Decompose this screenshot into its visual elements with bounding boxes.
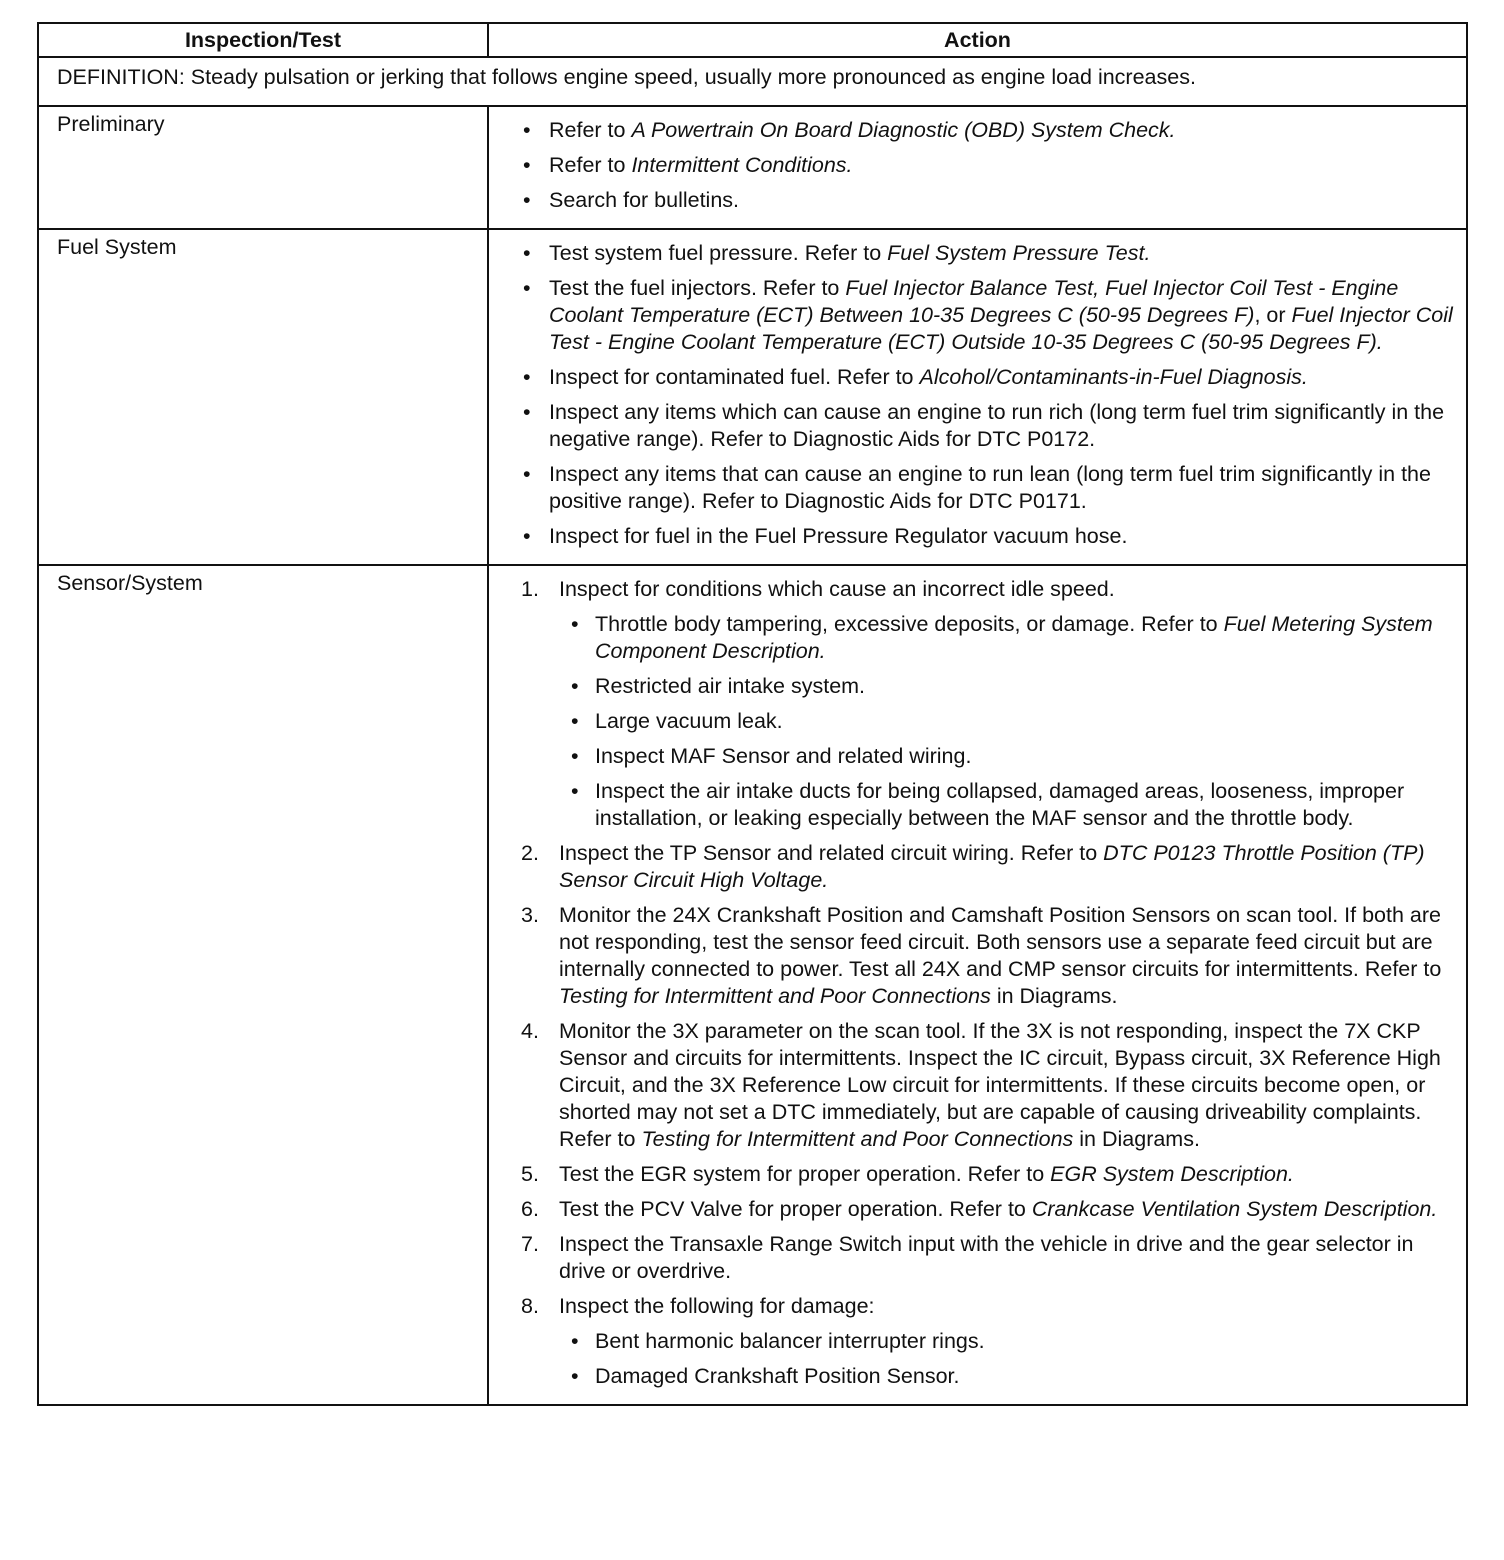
action-item xyxy=(521,523,1454,550)
text-run: in Diagrams. xyxy=(1073,1127,1200,1151)
step-number: 5. xyxy=(521,1162,539,1186)
italic-reference: Fuel Injector Balance Test, Fuel Injector Coil Test - Engine Coolant Temperature (ECT) Between 10-35 Degrees C (50-95 Degrees F) xyxy=(549,276,1399,327)
text-run: Test system fuel pressure. Refer to xyxy=(549,241,888,265)
section-row xyxy=(38,229,1467,565)
italic-reference: A Powertrain On Board Diagnostic (OBD) System Check. xyxy=(631,118,1176,142)
bullet-list xyxy=(521,117,1454,214)
text-run: Test the PCV Valve for proper operation. Refer to xyxy=(559,1197,1032,1221)
text-run: Monitor the 24X Crankshaft Position and Camshaft Position Sensors on scan tool. If both are not responding, test the sensor feed circuit. Both sensors use a separate feed circuit but are internally connected to power. Test all 24X and CMP sensor circuits for intermittents. Refer to xyxy=(559,903,1442,981)
italic-reference: Crankcase Ventilation System Description. xyxy=(1031,1197,1438,1221)
sub-item xyxy=(559,611,1454,665)
action-item xyxy=(521,152,1454,179)
numbered-step xyxy=(521,1196,1454,1223)
header-row xyxy=(38,23,1467,57)
text-run: , or xyxy=(1254,303,1292,327)
text-run: Restricted air intake system. xyxy=(595,674,866,698)
text-run: Damaged Crankshaft Position Sensor. xyxy=(595,1364,960,1388)
italic-reference: Intermittent Conditions. xyxy=(631,153,853,177)
section-label: Preliminary xyxy=(38,106,488,229)
text-run: Inspect any items which can cause an engine to run rich (long term fuel trim significantly in the negative range). Refer to Diagnostic Aids for DTC P0172. xyxy=(549,400,1445,451)
text-run: Inspect for contaminated fuel. Refer to xyxy=(549,365,920,389)
text-run: Bent harmonic balancer interrupter rings. xyxy=(595,1329,985,1353)
text-run: Inspect for fuel in the Fuel Pressure Regulator vacuum hose. xyxy=(549,524,1128,548)
numbered-step xyxy=(521,840,1454,894)
italic-reference: Alcohol/Contaminants-in-Fuel Diagnosis. xyxy=(919,365,1308,389)
text-run: Inspect any items that can cause an engine to run lean (long term fuel trim significantly in the positive range). Refer to Diagnostic Aids for DTC P0171. xyxy=(549,462,1431,513)
action-item xyxy=(521,240,1454,267)
action-item xyxy=(521,364,1454,391)
action-item xyxy=(521,399,1454,453)
section-actions xyxy=(488,565,1467,1405)
step-text xyxy=(559,1196,1454,1223)
step-text xyxy=(559,576,1454,603)
step-number: 7. xyxy=(521,1232,539,1256)
action-item xyxy=(521,117,1454,144)
step-number: 3. xyxy=(521,903,539,927)
action-item xyxy=(521,187,1454,214)
section-actions xyxy=(488,106,1467,229)
step-text xyxy=(559,840,1454,894)
step-text xyxy=(559,1161,1454,1188)
section-label: Fuel System xyxy=(38,229,488,565)
bullet-list xyxy=(521,240,1454,550)
step-number: 4. xyxy=(521,1019,539,1043)
numbered-step xyxy=(521,576,1454,832)
step-text xyxy=(559,1231,1454,1285)
text-run: Test the fuel injectors. Refer to xyxy=(549,276,846,300)
text-run: Inspect the air intake ducts for being collapsed, damaged areas, looseness, improper installation, or leaking especially between the MAF sensor and the throttle body. xyxy=(595,779,1405,830)
step-text xyxy=(559,1018,1454,1153)
text-run: Refer to xyxy=(549,153,632,177)
text-run: Monitor the 3X parameter on the scan tool. If the 3X is not responding, inspect the 7X CKP Sensor and circuits for intermittents. Inspect the IC circuit, Bypass circuit, 3X Reference High Circuit, and the 3X Reference Low circuit for intermittents. If these circuits become open, or shorted may not set a DTC immediately, but are capable of causing driveability complaints. Refer to xyxy=(559,1019,1441,1151)
section-label: Sensor/System xyxy=(38,565,488,1405)
text-run: Search for bulletins. xyxy=(549,188,740,212)
section-row xyxy=(38,106,1467,229)
text-run: Inspect the TP Sensor and related circuit wiring. Refer to xyxy=(559,841,1104,865)
numbered-step xyxy=(521,902,1454,1010)
header-action: Action xyxy=(488,23,1467,57)
sub-item xyxy=(559,1328,1454,1355)
sub-item xyxy=(559,708,1454,735)
sub-item xyxy=(559,673,1454,700)
numbered-step xyxy=(521,1018,1454,1153)
definition-row xyxy=(38,57,1467,106)
text-run: Large vacuum leak. xyxy=(595,709,783,733)
italic-reference: EGR System Description. xyxy=(1050,1162,1294,1186)
diagnostic-table xyxy=(37,22,1468,1406)
numbered-step xyxy=(521,1231,1454,1285)
step-text xyxy=(559,902,1454,1010)
text-run: Test the EGR system for proper operation. Refer to xyxy=(559,1162,1051,1186)
step-number: 1. xyxy=(521,577,539,601)
numbered-list xyxy=(521,576,1454,1390)
numbered-step xyxy=(521,1293,1454,1390)
text-run: Inspect for conditions which cause an incorrect idle speed. xyxy=(559,577,1115,601)
text-run: Refer to xyxy=(549,118,632,142)
action-item xyxy=(521,461,1454,515)
sub-item xyxy=(559,778,1454,832)
italic-reference: Fuel Injector Coil Test - Engine Coolant Temperature (ECT) Outside 10-35 Degrees C (50-95 Degrees F). xyxy=(549,303,1453,354)
italic-reference: Fuel System Pressure Test. xyxy=(887,241,1151,265)
italic-reference: DTC P0123 Throttle Position (TP) Sensor Circuit High Voltage. xyxy=(559,841,1425,892)
action-item xyxy=(521,275,1454,356)
step-number: 8. xyxy=(521,1294,539,1318)
italic-reference: Testing for Intermittent and Poor Connections xyxy=(559,984,991,1008)
text-run: Inspect MAF Sensor and related wiring. xyxy=(595,744,972,768)
step-number: 2. xyxy=(521,841,539,865)
sub-item xyxy=(559,743,1454,770)
italic-reference: Fuel Metering System Component Description. xyxy=(595,612,1433,663)
sub-bullet-list xyxy=(559,1328,1454,1390)
sub-bullet-list xyxy=(559,611,1454,832)
sub-item xyxy=(559,1363,1454,1390)
italic-reference: Testing for Intermittent and Poor Connections xyxy=(641,1127,1074,1151)
header-inspection-test: Inspection/Test xyxy=(38,23,488,57)
text-run: Inspect the Transaxle Range Switch input with the vehicle in drive and the gear selector in drive or overdrive. xyxy=(559,1232,1414,1283)
section-actions xyxy=(488,229,1467,565)
text-run: in Diagrams. xyxy=(990,984,1118,1008)
text-run: Throttle body tampering, excessive deposits, or damage. Refer to xyxy=(595,612,1224,636)
numbered-step xyxy=(521,1161,1454,1188)
definition-text: DEFINITION: Steady pulsation or jerking that follows engine speed, usually more pronounced as engine load increases. xyxy=(38,57,1467,106)
step-number: 6. xyxy=(521,1197,539,1221)
step-text xyxy=(559,1293,1454,1320)
text-run: Inspect the following for damage: xyxy=(559,1294,875,1318)
section-row xyxy=(38,565,1467,1405)
